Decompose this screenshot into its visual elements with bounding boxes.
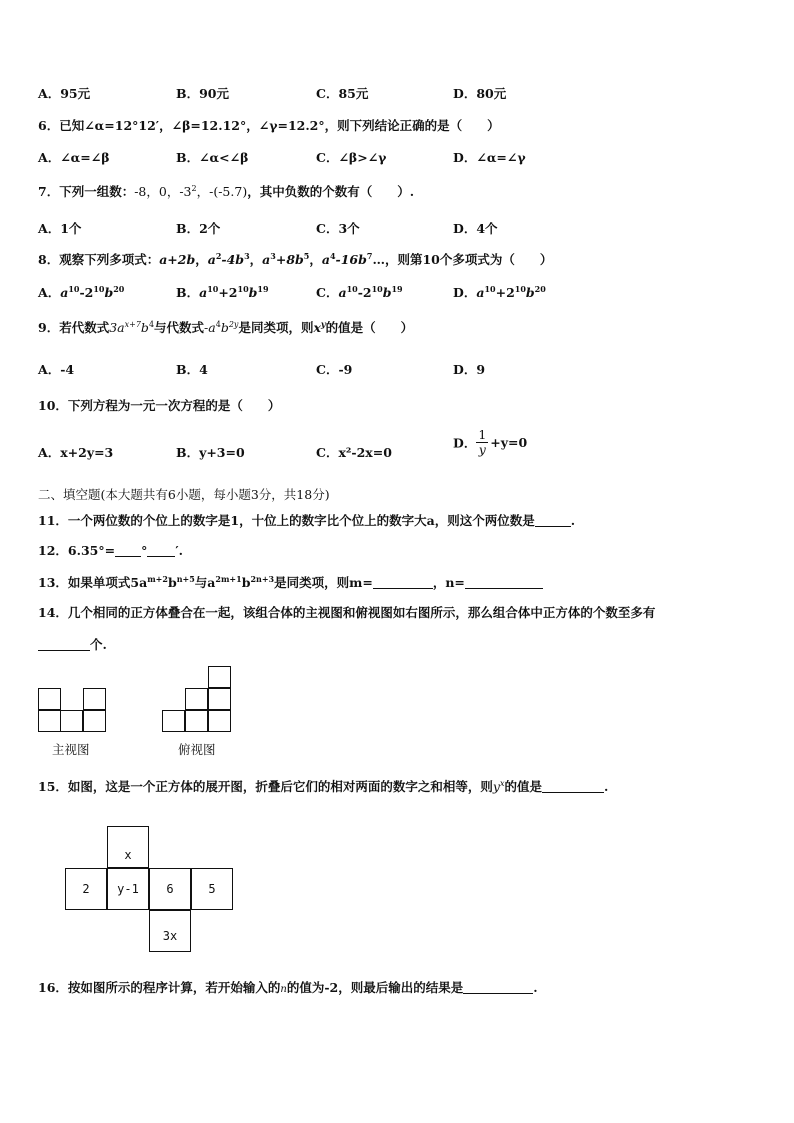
q5-option-c: C．85元 [316, 86, 369, 101]
net-cell-bottom: 3x [149, 910, 191, 952]
q9-stem: 9．若代数式$3a^{x+7}b^4$与代数式$-a^4b^{2y}$是同类项，则$x^y$的值是（ ） [38, 318, 414, 335]
q12-stem: 12．6.35°= ° ′. [38, 543, 183, 558]
q6-option-c: C．∠β>∠γ [316, 150, 387, 165]
q7-option-d: D．4个 [453, 221, 498, 236]
front-view-square [83, 688, 106, 710]
q11-answer-blank[interactable] [535, 514, 571, 527]
net-cell: 6 [149, 868, 191, 910]
top-view-square [208, 710, 231, 732]
q8-option-c: C．$a^{10}-2^{10}b^{19}$ [316, 283, 403, 300]
q11-stem: 11．一个两位数的个位上的数字是1，十位上的数字比个位上的数字大a，则这个两位数是 . [38, 513, 576, 528]
net-cell: 5 [191, 868, 233, 910]
q6-option-d: D．∠α=∠γ [453, 150, 526, 165]
top-view-caption: 俯视图 [178, 742, 216, 757]
q6-option-a: A．∠α=∠β [38, 150, 110, 165]
front-view-square [60, 710, 83, 732]
q7-stem: 7．下列一组数：-8，0，$-3^2$，-(-5.7)，其中负数的个数有（ ）. [38, 183, 415, 199]
q7-option-c: C．3个 [316, 221, 360, 236]
q9-option-d: D．9 [453, 362, 486, 377]
top-view-square [208, 688, 231, 710]
q10-option-a: A．x+2y=3 [38, 445, 114, 460]
front-view-square [38, 710, 61, 732]
top-view-figure [162, 666, 234, 734]
q12-degree-blank[interactable] [115, 544, 141, 557]
q9-option-c: C．-9 [316, 362, 353, 377]
fraction-1-over-y: $\frac{1}{y}$ [478, 427, 487, 457]
q16-answer-blank[interactable] [463, 981, 533, 994]
front-view-square [38, 688, 61, 710]
q14-stem-line2: 个. [38, 635, 107, 653]
front-view-caption: 主视图 [52, 742, 90, 757]
q14-stem: 14．几个相同的正方体叠合在一起，该组合体的主视图和俯视图如右图所示，那么组合体中正方体的个数至多有 [38, 605, 656, 620]
q13-stem: 13．如果单项式$5a^{m+2}b^{n+5}$与$a^{2m+1}b^{2n+3}$是同类项，则m= ，n= [38, 573, 543, 591]
q8-stem: 8．观察下列多项式：a+2b，$a^2-4b^3$，$a^3+8b^5$，$a^4-16b^7\dots$，则第10个多项式为（ ） [38, 250, 553, 267]
q8-option-a: A．$a^{10}-2^{10}b^{20}$ [38, 283, 125, 300]
top-view-square [185, 688, 208, 710]
q10-option-c: C．x²-2x=0 [316, 445, 392, 460]
net-cell: 2 [65, 868, 107, 910]
q7-option-b: B．2个 [176, 221, 221, 236]
q6-stem: 6．已知∠α=12°12′，∠β=12.12°，∠γ=12.2°，则下列结论正确的是（ ） [38, 118, 500, 133]
q9-option-a: A．-4 [38, 362, 75, 377]
q8-option-d: D．$a^{10}+2^{10}b^{20}$ [453, 283, 546, 300]
q13-m-blank[interactable] [373, 576, 433, 589]
q12-minute-blank[interactable] [147, 544, 175, 557]
q7-option-a: A．1个 [38, 221, 82, 236]
top-view-square [162, 710, 185, 732]
q10-option-d: D． $\frac{1}{y}$ +y=0 [453, 427, 528, 457]
net-cell-top: x [107, 826, 149, 868]
q14-answer-blank[interactable] [38, 638, 90, 651]
q15-answer-blank[interactable] [542, 780, 604, 793]
top-view-square [208, 666, 231, 688]
top-view-square [185, 710, 208, 732]
q15-stem: 15．如图，这是一个正方体的展开图，折叠后它们的相对两面的数字之和相等，则$y^x$的值是 . [38, 778, 609, 794]
q13-n-blank[interactable] [465, 576, 543, 589]
front-view-figure [38, 688, 108, 734]
q6-option-b: B．∠α<∠β [176, 150, 249, 165]
q8-option-b: B．$a^{10}+2^{10}b^{19}$ [176, 283, 269, 300]
q5-option-b: B．90元 [176, 86, 229, 101]
q5-option-d: D．80元 [453, 86, 507, 101]
cube-net-figure [65, 826, 235, 954]
q10-stem: 10．下列方程为一元一次方程的是（ ） [38, 398, 281, 413]
net-cell: y-1 [107, 868, 149, 910]
q9-option-b: B．4 [176, 362, 208, 377]
q10-option-b: B．y+3=0 [176, 445, 245, 460]
section-heading: 二、填空题(本大题共有6小题，每小题3分，共18分) [38, 487, 330, 502]
front-view-square [83, 710, 106, 732]
q5-option-a: A．95元 [38, 86, 91, 101]
q16-stem: 16．按如图所示的程序计算，若开始输入的n的值为-2，则最后输出的结果是 . [38, 980, 538, 995]
